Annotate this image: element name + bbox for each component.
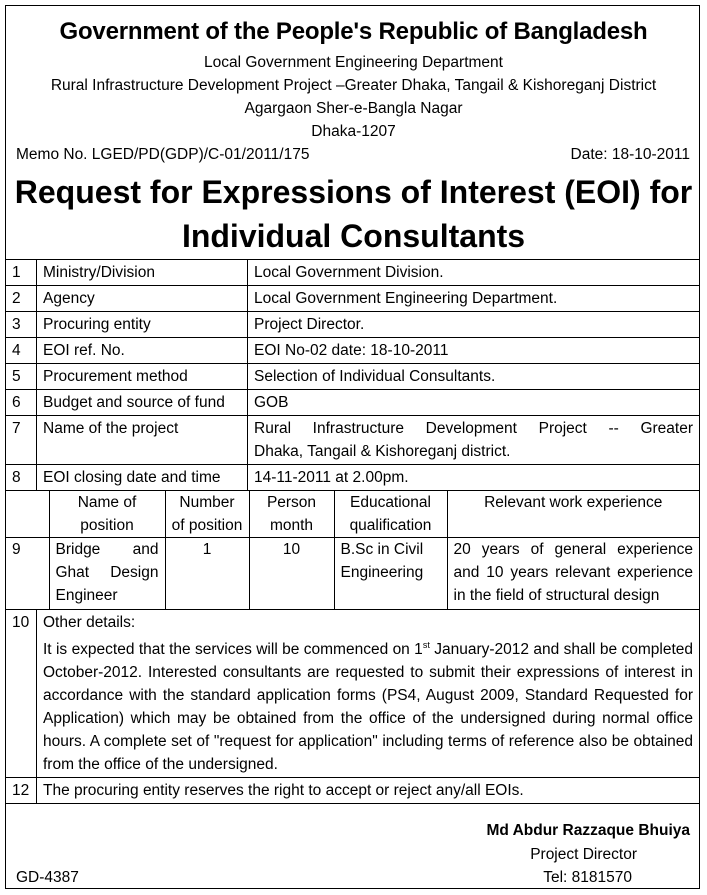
table-row	[6, 390, 700, 416]
row-number: 10	[6, 610, 37, 778]
row-label: Name of the project	[37, 416, 248, 465]
row-label: Procurement method	[37, 364, 248, 390]
positions-header	[6, 491, 699, 538]
position-name: Bridge and Ghat Design Engineer	[49, 538, 165, 610]
table-row	[6, 364, 700, 390]
other-text-part-2: January-2012 and shall be completed October-2012. Interested consultants are requested to submit their expressions of interest in accordance with the standard application forms (PS4, August 2009, Standard Requested for Application) which may be obtained from the office of the undersigned during normal office hours. A complete set of "request for application" including terms of reference also be obtained from the office of the undersigned.	[43, 641, 694, 774]
row-number: 8	[6, 465, 37, 491]
project-name-line-2: Dhaka, Tangail & Kishoreganj district.	[254, 443, 511, 460]
header-relevant-experience: Relevant work experience	[484, 494, 663, 511]
row-label: EOI closing date and time	[37, 465, 248, 491]
row-value	[248, 416, 700, 465]
row-number: 9	[6, 538, 49, 610]
row-number: 1	[6, 260, 37, 286]
position-education: B.Sc in Civil Engineering	[334, 538, 447, 610]
project-name-line-1: Rural Infrastructure Development Project -- Greater	[254, 420, 693, 437]
row-value: Selection of Individual Consultants.	[248, 364, 700, 390]
header-number-of-position: Number of position	[165, 491, 249, 538]
title-line-2: Individual Consultants	[181, 218, 526, 254]
position-experience: 20 years of general experience and 10 years relevant experience in the field of structural design	[447, 538, 699, 610]
table-row	[6, 416, 700, 465]
row-number: 4	[6, 338, 37, 364]
address-line-2: Dhaka-1207	[311, 123, 396, 140]
row-value: 14-11-2011 at 2.00pm.	[248, 465, 700, 491]
row-value: GOB	[248, 390, 700, 416]
position-number: 1	[165, 538, 249, 610]
positions-table	[6, 491, 699, 609]
row-label: EOI ref. No.	[37, 338, 248, 364]
government-heading: Government of the People's Republic of Bangladesh	[59, 18, 648, 45]
row-value: EOI No-02 date: 18-10-2011	[248, 338, 700, 364]
memo-number: Memo No. LGED/PD(GDP)/C-01/2011/175	[16, 146, 310, 163]
row-number: 12	[6, 778, 37, 804]
signatory-tel: Tel: 8181570	[543, 869, 632, 886]
row-value: Project Director.	[248, 312, 700, 338]
memo-date: Date: 18-10-2011	[570, 146, 690, 163]
row-label: Ministry/Division	[37, 260, 248, 286]
row-value: The procuring entity reserves the right to accept or reject any/all EOIs.	[37, 778, 700, 804]
eoi-table	[5, 259, 700, 804]
row-number: 7	[6, 416, 37, 465]
other-details	[37, 610, 700, 778]
row-number: 5	[6, 364, 37, 390]
table-row	[6, 286, 700, 312]
table-row	[6, 610, 700, 778]
other-text-part-1: It is expected that the services will be commenced on 1	[43, 641, 423, 659]
signatory-name: Md Abdur Razzaque Bhuiya	[486, 822, 690, 839]
row-label: Procuring entity	[37, 312, 248, 338]
advert-code: GD-4387	[16, 869, 79, 886]
ordinal-suffix: st	[422, 640, 430, 650]
positions-data-row	[6, 538, 699, 610]
department-line: Local Government Engineering Department	[204, 54, 503, 71]
row-value: Local Government Division.	[248, 260, 700, 286]
title-line-1: Request for Expressions of Interest (EOI) for	[14, 174, 693, 210]
table-row	[6, 312, 700, 338]
header-person-month: Person month	[249, 491, 334, 538]
page-title	[0, 170, 707, 258]
row-number: 6	[6, 390, 37, 416]
row-label: Agency	[37, 286, 248, 312]
header-educational-qualification: Educational qualification	[334, 491, 447, 538]
positions-row	[6, 491, 700, 610]
row-value: Local Government Engineering Department.	[248, 286, 700, 312]
table-row	[6, 260, 700, 286]
table-row	[6, 778, 700, 804]
position-person-month: 10	[249, 538, 334, 610]
address-line-1: Agargaon Sher-e-Bangla Nagar	[244, 100, 463, 117]
other-details-heading: Other details:	[43, 614, 136, 631]
row-number: 2	[6, 286, 37, 312]
table-row	[6, 338, 700, 364]
row-number: 3	[6, 312, 37, 338]
signatory-title: Project Director	[530, 846, 637, 863]
header-name-of-position: Name of position	[49, 491, 165, 538]
table-row	[6, 465, 700, 491]
row-label: Budget and source of fund	[37, 390, 248, 416]
project-line: Rural Infrastructure Development Project –Greater Dhaka, Tangail & Kishoreganj District	[50, 77, 657, 94]
other-details-text	[43, 634, 693, 776]
